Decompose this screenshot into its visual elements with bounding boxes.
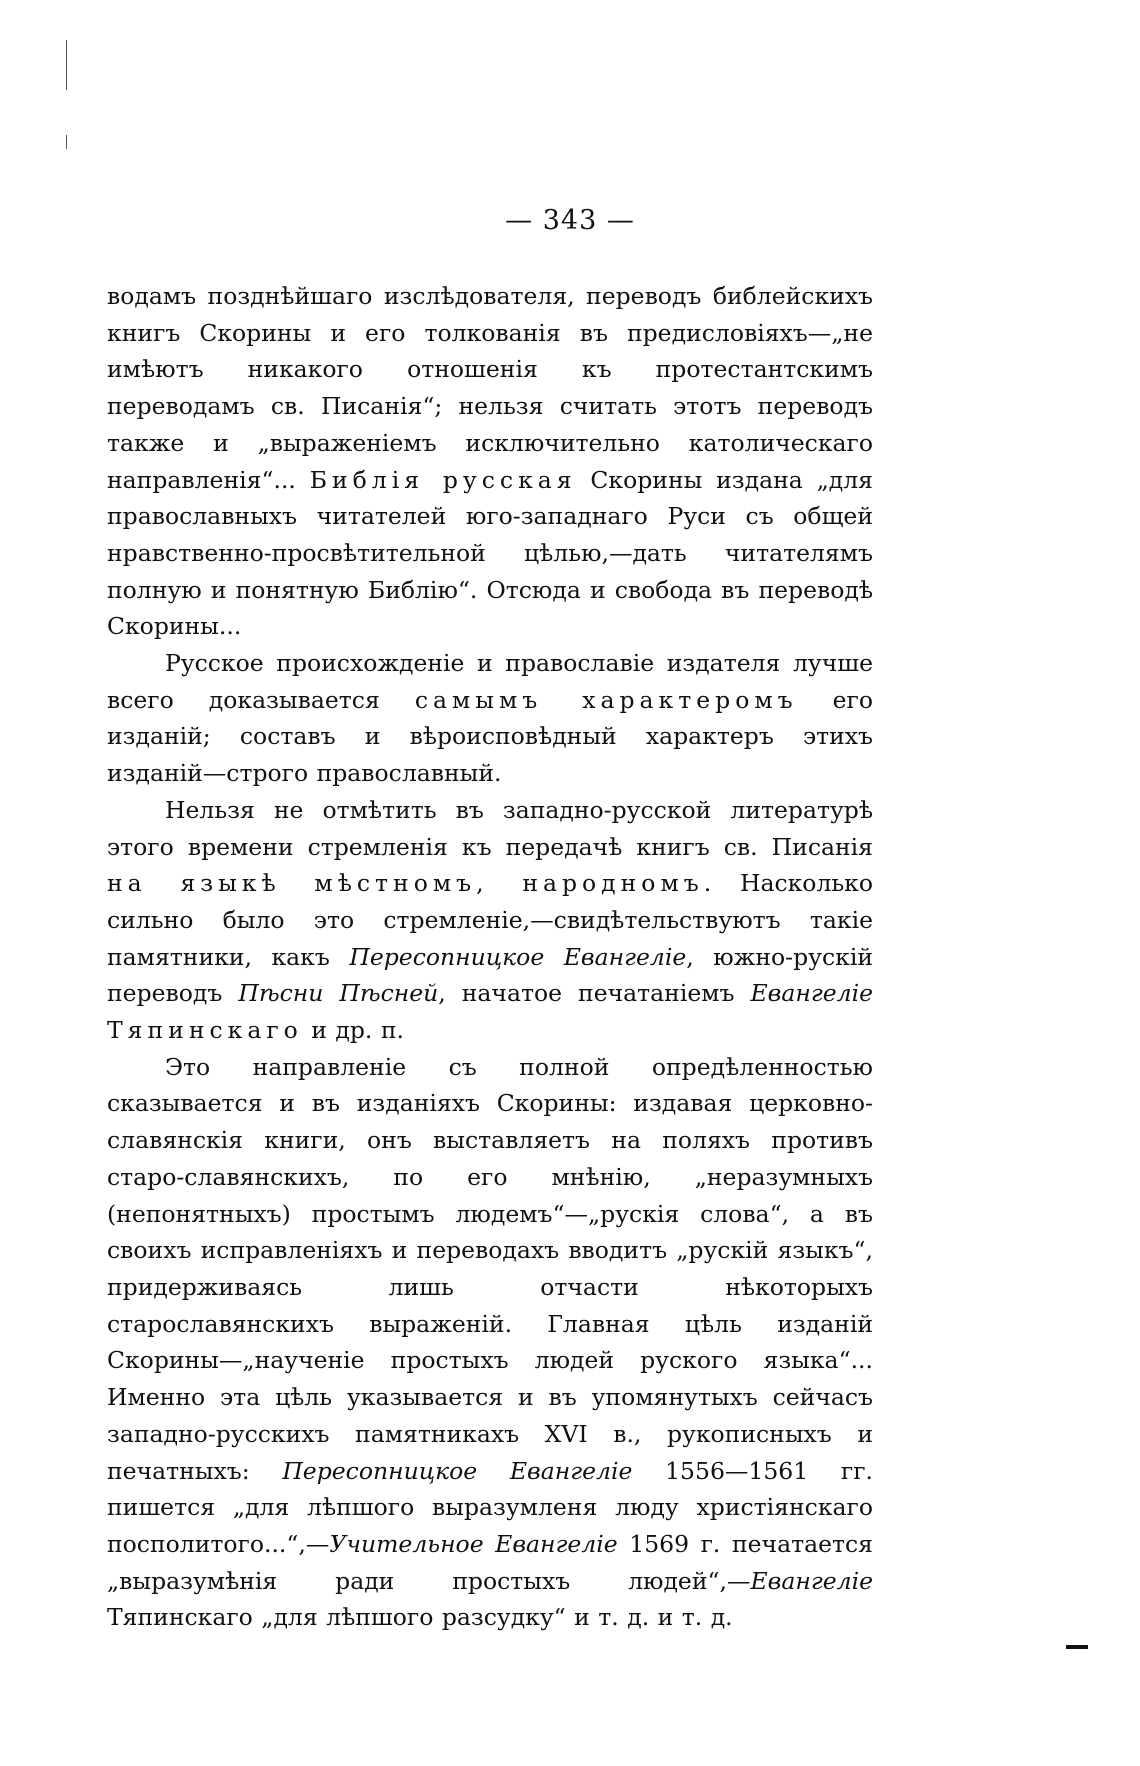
paragraph-segment: Тяпинскаго xyxy=(107,1016,303,1045)
paragraph-segment: водамъ позднѣйшаго изслѣдователя, переводъ библейскихъ книгъ Скорины и его толкованія въ предисловіяхъ—„не имѣютъ никакого отношенія къ протестантскимъ переводамъ св. Писанія“; нельзя считать этотъ переводъ также и „выраженіемъ исключительно католическаго направленія“... xyxy=(107,282,873,494)
body-text xyxy=(107,278,873,1636)
margin-dash-mark xyxy=(1066,1645,1088,1649)
paragraph-segment: , южно-рускій переводъ xyxy=(107,942,874,1008)
paragraph-segment: 1556—1561 гг. пишется „для лѣпшого выразумленя люду христіянскаго посполитого...“,— xyxy=(107,1456,874,1558)
paragraph-segment: 1569 г. печатается „выразумѣнія ради простыхъ людей“,— xyxy=(107,1529,873,1595)
paragraph-segment: Пересопницкое Евангеліе xyxy=(349,942,687,971)
paragraph-segment: Пересопницкое Евангеліе xyxy=(282,1456,633,1485)
paragraph-segment: Библія русская xyxy=(309,465,577,494)
paragraph-segment: Скорины издана „для православныхъ читателей юго-западнаго Руси съ общей нравственно-просвѣтительной цѣлью,—дать читателямъ полную и понятную Библію“. Отсюда и свобода въ переводѣ Скорины... xyxy=(107,465,873,641)
paragraph-segment: Пѣсни Пѣсней xyxy=(238,979,439,1008)
paragraph-segment: и др. п. xyxy=(302,1016,405,1045)
paragraph-segment: Русское происхожденіе и православіе издателя лучше всего доказывается xyxy=(107,649,873,714)
paragraph-segment: . Насколько сильно было это стремленіе,—свидѣтельствуютъ такіе памятники, какъ xyxy=(107,869,874,971)
margin-mark-lower xyxy=(66,135,67,149)
paragraph-segment: самымъ характеромъ xyxy=(414,685,798,714)
paragraph-segment: Тяпинскаго „для лѣпшого разсудку“ и т. д. и т. д. xyxy=(107,1603,733,1632)
paragraph-segment: Нельзя не отмѣтить въ западно-русской литературѣ этого времени стремленія къ передачѣ книгъ св. Писанія xyxy=(107,795,873,861)
margin-mark-top xyxy=(66,40,67,90)
paragraph xyxy=(107,278,873,645)
page-number: — 343 — xyxy=(505,205,635,236)
paragraph xyxy=(107,1049,873,1636)
paragraph-segment: на языкѣ мѣстномъ, народномъ xyxy=(107,869,704,898)
paragraph-segment: Евангеліе xyxy=(750,979,874,1008)
paragraph xyxy=(107,792,873,1049)
paragraph-segment: Евангеліе xyxy=(750,1566,873,1595)
paragraph-segment: Учительное Евангеліе xyxy=(329,1529,618,1558)
paragraph-segment: , начатое печатаніемъ xyxy=(438,979,751,1008)
paragraph-segment: Это направленіе съ полной опредѣленностью сказывается и въ изданіяхъ Скорины: издавая церковно-славянскія книги, онъ выставляетъ на поляхъ противъ старо-славянскихъ, по его мнѣнію, „неразумныхъ (непонятныхъ) простымъ людемъ“—„рускія слова“, а въ своихъ исправленіяхъ и переводахъ вводитъ „рускій языкъ“, придерживаясь лишь отчасти нѣкоторыхъ старославянскихъ выраженій. Главная цѣль изданій Скорины—„наученіе простыхъ людей руского языка“... Именно эта цѣль указывается и въ упомянутыхъ сейчасъ западно-русскихъ памятникахъ XVI в., рукописныхъ и печатныхъ: xyxy=(107,1052,873,1485)
paragraph xyxy=(107,645,873,792)
paragraph-segment: его изданій; составъ и вѣроисповѣдный характеръ этихъ изданій—строго православный. xyxy=(107,685,873,788)
